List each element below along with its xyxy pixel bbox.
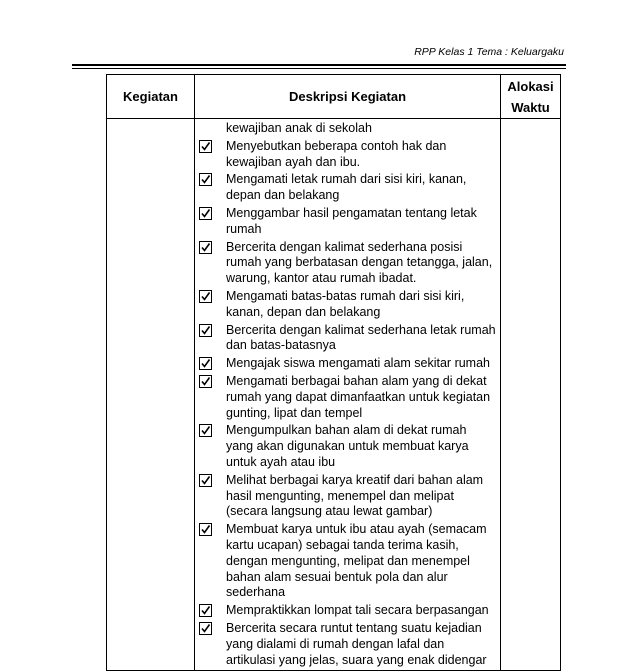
list-item-text: Mempraktikkan lompat tali secara berpasangan: [226, 603, 489, 618]
list-item: [199, 289, 496, 321]
column-header-deskripsi: Deskripsi Kegiatan: [195, 75, 501, 119]
checked-box-icon: [199, 424, 212, 437]
description-list: [195, 119, 500, 668]
list-item: [199, 423, 496, 470]
list-item: [199, 240, 496, 287]
activity-table: [106, 74, 561, 671]
list-item-text: Membuat karya untuk ibu atau ayah (semacam kartu ucapan) sebagai tanda terima kasih, dengan mengunting, melipat dan menempel bahan alam sesuai bentuk pola dan alur sederhana: [226, 522, 487, 600]
column-header-kegiatan: Kegiatan: [107, 75, 195, 119]
list-item: [199, 172, 496, 204]
list-item-text: Mengamati berbagai bahan alam yang di dekat rumah yang dapat dimanfaatkan untuk kegiatan gunting, lipat dan tempel: [226, 373, 491, 420]
list-item: [199, 139, 496, 171]
list-item-text: Bercerita dengan kalimat sederhana letak rumah dan batas-batasnya: [226, 322, 496, 353]
list-item-text: Mengamati batas-batas rumah dari sisi kiri, kanan, depan dan belakang: [226, 288, 465, 319]
list-item-text: Melihat berbagai karya kreatif dari bahan alam hasil mengunting, menempel dan melipat (secara langsung atau lewat gambar): [226, 472, 484, 519]
list-item-text: Mengajak siswa mengamati alam sekitar rumah: [226, 356, 490, 371]
list-item-text: Mengamati letak rumah dari sisi kiri, kanan, depan dan belakang: [226, 172, 467, 203]
alokasi-waktu-cell: [501, 119, 561, 671]
list-item-text: Menggambar hasil pengamatan tentang letak rumah: [226, 205, 477, 236]
kegiatan-cell: [107, 119, 195, 671]
deskripsi-cell: [195, 119, 501, 671]
column-header-alokasi-waktu: [501, 75, 561, 119]
list-item: [199, 206, 496, 238]
checked-box-icon: [199, 357, 212, 370]
list-item-text: Bercerita secara runtut tentang suatu kejadian yang dialami di rumah dengan lafal dan artikulasi yang jelas, suara yang enak didengar: [226, 620, 487, 667]
list-item-text: Menyebutkan beberapa contoh hak dan kewajiban ayah dan ibu.: [226, 138, 447, 169]
checked-box-icon: [199, 241, 212, 254]
waktu-label: Waktu: [511, 99, 550, 115]
list-item: [199, 356, 496, 372]
header-rule-thin: [72, 68, 566, 69]
checked-box-icon: [199, 622, 212, 635]
checked-box-icon: [199, 474, 212, 487]
checked-box-icon: [199, 207, 212, 220]
table-header-row: [107, 75, 561, 119]
list-item: [199, 323, 496, 355]
alokasi-label: Alokasi: [507, 78, 554, 94]
checked-box-icon: [199, 173, 212, 186]
checked-box-icon: [199, 523, 212, 536]
list-item-text: Mengumpulkan bahan alam di dekat rumah yang akan digunakan untuk membuat karya untuk ayah atau ibu: [226, 423, 469, 469]
continuation-text: kewajiban anak di sekolah: [226, 121, 372, 135]
document-header-title: RPP Kelas 1 Tema : Keluargaku: [414, 46, 564, 58]
list-item: [199, 522, 496, 601]
checked-box-icon: [199, 604, 212, 617]
table-body-row: [107, 119, 561, 671]
list-item: [199, 621, 496, 668]
checked-box-icon: [199, 375, 212, 388]
list-item-text: Bercerita dengan kalimat sederhana posisi rumah yang berbatasan dengan tetangga, jalan, warung, kantor atau rumah ibadat.: [226, 239, 493, 286]
list-item: [199, 374, 496, 421]
checked-box-icon: [199, 290, 212, 303]
header-rule-thick: [72, 64, 566, 66]
list-item: [199, 473, 496, 520]
list-item: [199, 603, 496, 619]
checked-box-icon: [199, 140, 212, 153]
checked-box-icon: [199, 324, 212, 337]
